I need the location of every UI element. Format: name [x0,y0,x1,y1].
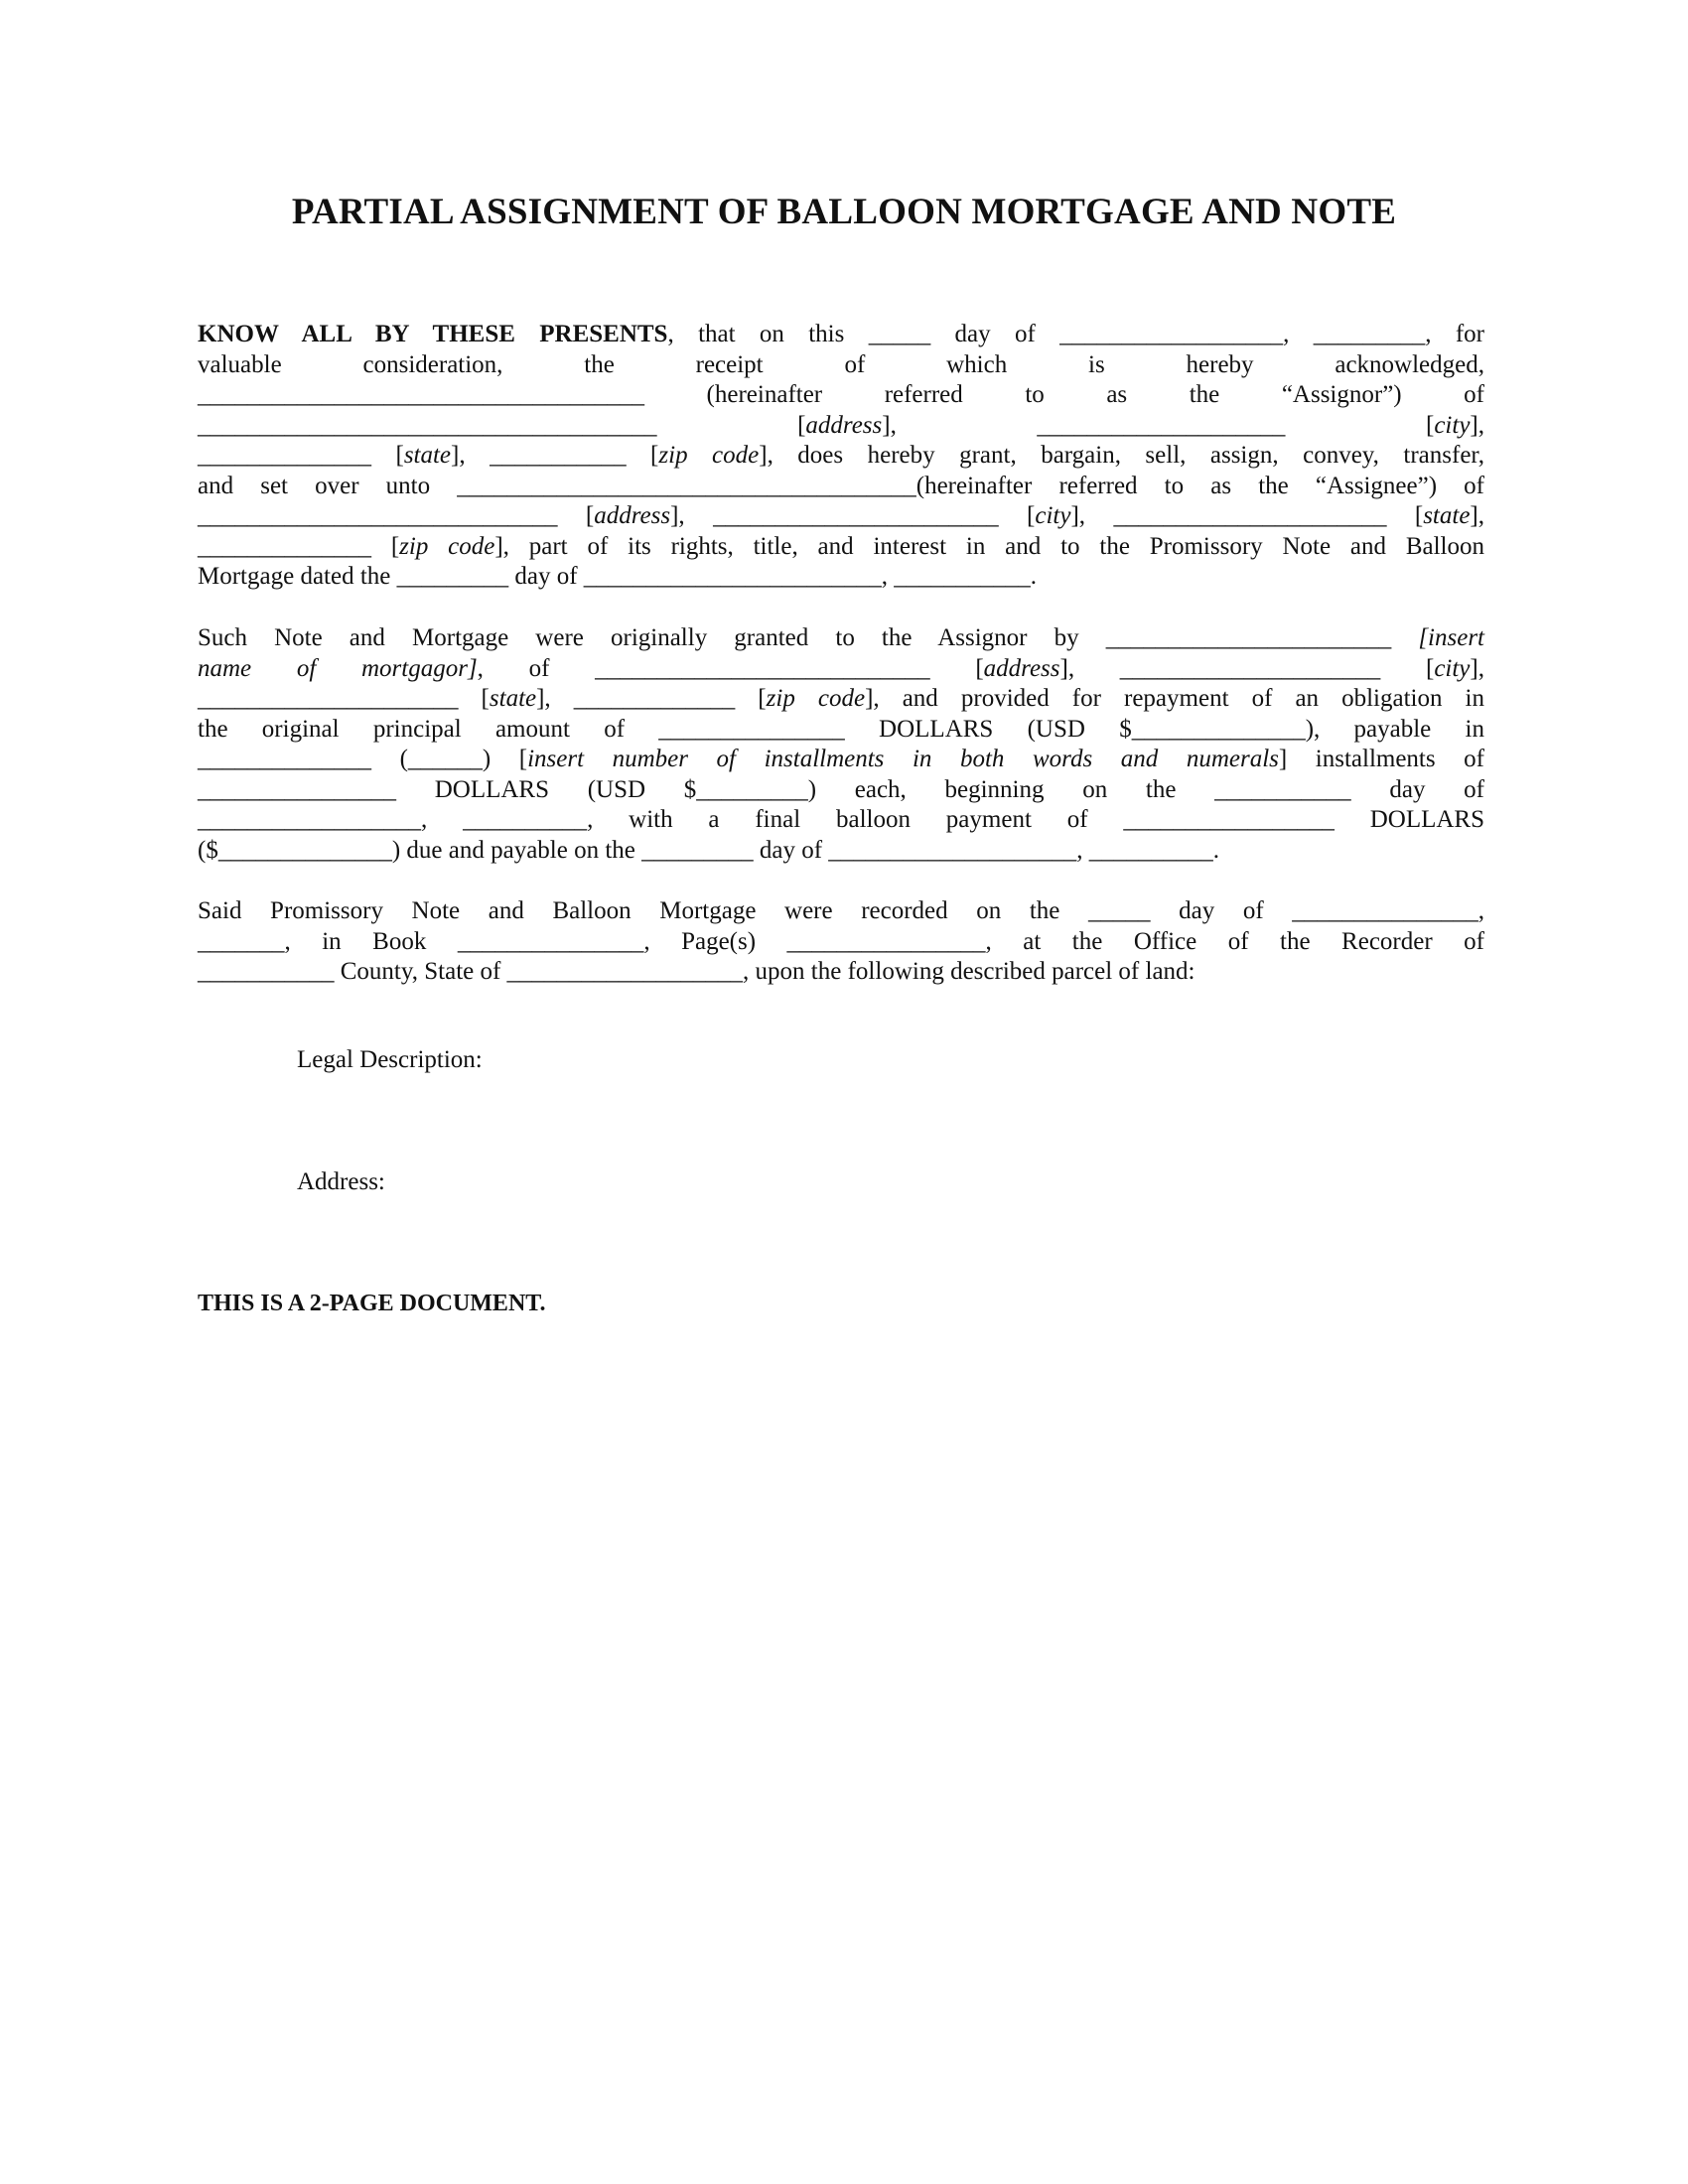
paragraph-recording [198,896,1484,988]
paragraph-line: Such Note and Mortgage were originally granted to the Assignor by _______________________ [insert [198,624,1484,651]
line-text: , that on this _____ day of __________________, _________, for [667,321,1485,347]
page-count-note: THIS IS A 2-PAGE DOCUMENT. [198,1291,546,1316]
paragraph-line: _____________________ [state], _____________ [zip code], and provided for repayment of an obligation in [198,685,1484,712]
document-title: PARTIAL ASSIGNMENT OF BALLOON MORTGAGE AND NOTE [291,192,1397,232]
paragraph-line: name of mortgagor], of ___________________________ [address], _____________________ [city], [198,654,1484,682]
lead-phrase: KNOW ALL BY THESE PRESENTS [198,321,668,347]
paragraph-original-grant [198,623,1484,866]
address-label: Address: [297,1168,385,1195]
paragraph-line: and set over unto _____________________________________(hereinafter referred to as the “Assignee”) of [198,472,1484,499]
paragraph-line: the original principal amount of _______________ DOLLARS (USD $______________), payable in [198,715,1484,743]
paragraph-line: __________________, __________, with a final balloon payment of _________________ DOLLARS [198,806,1484,833]
paragraph-line [198,320,1484,350]
paragraph-line: valuable consideration, the receipt of which is hereby acknowledged, [198,350,1484,378]
paragraph-line: ($______________) due and payable on the _________ day of ____________________, __________. [198,836,1220,864]
paragraph-assignment-grant [198,320,1484,593]
paragraph-line: ______________ [zip code], part of its rights, title, and interest in and to the Promissory Note and Balloon [198,532,1484,560]
paragraph-line: ____________________________________ (hereinafter referred to as the “Assignor”) of [198,381,1484,408]
paragraph-line: ______________ [state], ___________ [zip code], does hereby grant, bargain, sell, assign, convey, transfer, [198,442,1484,469]
paragraph-line: ________________ DOLLARS (USD $_________) each, beginning on the ___________ day of [198,775,1484,803]
paragraph-line: _______, in Book _______________, Page(s) ________________, at the Office of the Recorder of [198,927,1484,955]
paragraph-line: _____________________________ [address], _______________________ [city], ______________________ [state], [198,502,1484,529]
paragraph-line: Said Promissory Note and Balloon Mortgage were recorded on the _____ day of _______________, [198,897,1484,924]
paragraph-line: Mortgage dated the _________ day of ________________________, ___________. [198,563,1038,590]
paragraph-line: _____________________________________ [address], ____________________ [city], [198,411,1484,439]
legal-description-label: Legal Description: [297,1046,483,1073]
paragraph-line: ___________ County, State of ___________________, upon the following described parcel of land: [198,958,1196,985]
paragraph-line: ______________ (______) [insert number of installments in both words and numerals] installments of [198,746,1484,772]
